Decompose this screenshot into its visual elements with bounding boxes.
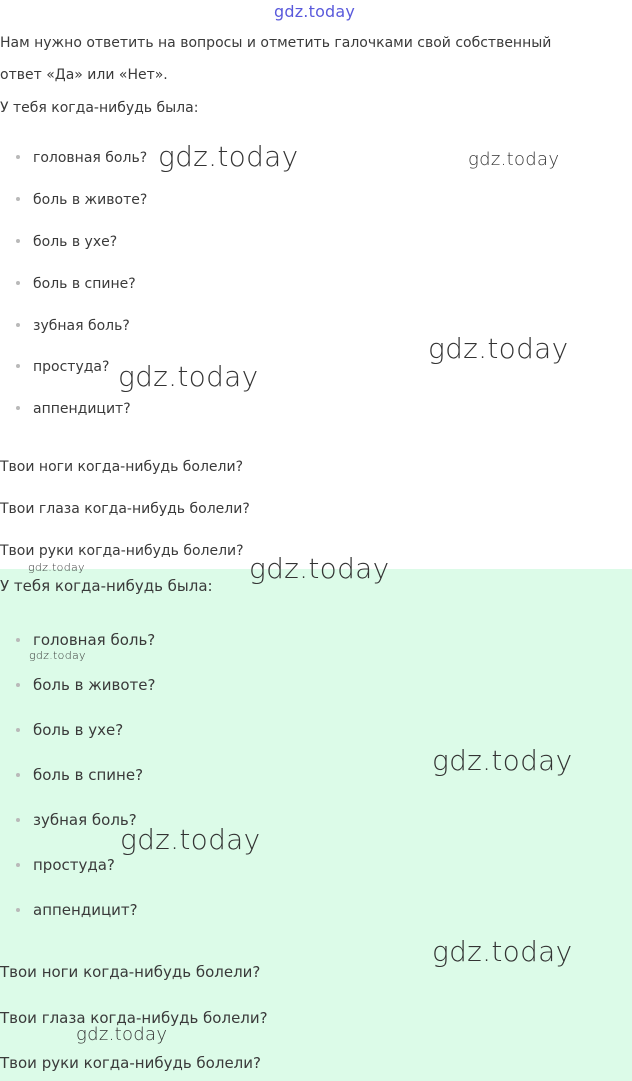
list-item: боль в животе? (16, 676, 155, 694)
bullet-icon (16, 863, 20, 867)
list-item: аппендицит? (16, 901, 138, 919)
bullet-icon (16, 773, 20, 777)
list-item: простуда? (16, 358, 109, 376)
answer-question-heading: У тебя когда-нибудь была: (0, 577, 213, 595)
list-item: боль в спине? (16, 766, 143, 784)
answer-question-legs: Твои ноги когда-нибудь болели? (0, 963, 261, 981)
watermark: gdz.today (428, 332, 569, 365)
answer-question-hands: Твои руки когда-нибудь болели? (0, 1054, 261, 1072)
bullet-icon (16, 406, 20, 410)
watermark: gdz.today (29, 649, 86, 662)
watermark: gdz.today (249, 552, 390, 585)
list-item: боль в животе? (16, 191, 147, 209)
bullet-icon (16, 364, 20, 368)
list-item: зубная боль? (16, 317, 130, 335)
intro-line-1: Нам нужно ответить на вопросы и отметить галочками свой собственный (0, 35, 552, 51)
list-item: аппендицит? (16, 400, 131, 418)
header-watermark: gdz.today (274, 2, 356, 21)
bullet-icon (16, 818, 20, 822)
watermark: gdz.today (28, 561, 85, 574)
bullet-icon (16, 728, 20, 732)
bullet-icon (16, 281, 20, 285)
bullet-icon (16, 683, 20, 687)
watermark: gdz.today (76, 1024, 168, 1045)
question-hands: Твои руки когда-нибудь болели? (0, 543, 244, 559)
question-legs: Твои ноги когда-нибудь болели? (0, 459, 244, 475)
bullet-icon (16, 155, 20, 159)
watermark: gdz.today (118, 360, 259, 393)
question-eyes: Твои глаза когда-нибудь болели? (0, 501, 250, 517)
list-item: головная боль? (16, 149, 147, 167)
watermark: gdz.today (432, 744, 573, 777)
bullet-icon (16, 197, 20, 201)
watermark: gdz.today (158, 140, 299, 173)
question-heading: У тебя когда-нибудь была: (0, 100, 199, 116)
watermark: gdz.today (468, 149, 560, 170)
bullet-icon (16, 239, 20, 243)
bullet-icon (16, 638, 20, 642)
intro-line-2: ответ «Да» или «Нет». (0, 67, 168, 83)
list-item: боль в ухе? (16, 721, 123, 739)
bullet-icon (16, 323, 20, 327)
watermark: gdz.today (432, 935, 573, 968)
list-item: зубная боль? (16, 811, 137, 829)
list-item: боль в ухе? (16, 233, 117, 251)
answer-section (0, 569, 632, 1081)
watermark: gdz.today (120, 823, 261, 856)
list-item: боль в спине? (16, 275, 136, 293)
list-item: простуда? (16, 856, 115, 874)
bullet-icon (16, 908, 20, 912)
list-item: головная боль? (16, 631, 155, 649)
answer-question-eyes: Твои глаза когда-нибудь болели? (0, 1009, 268, 1027)
